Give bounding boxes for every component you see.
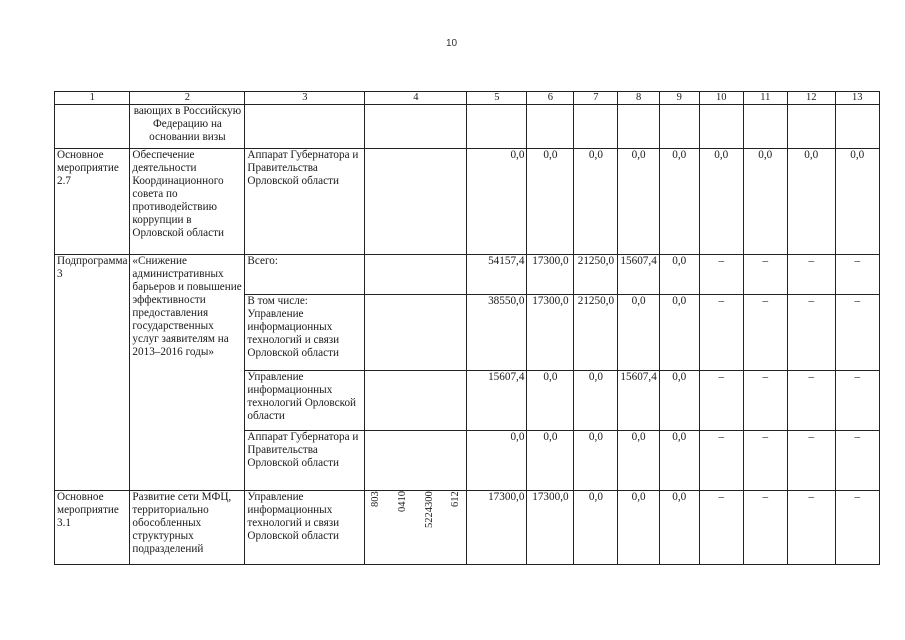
value-cell: – [699,295,743,371]
value-cell: – [835,491,879,565]
value-cell: – [787,491,835,565]
value-cell: – [787,255,835,295]
header-cell: 1 [55,92,130,105]
value-cell: – [835,255,879,295]
header-cell: 9 [659,92,699,105]
value-cell: 0,0 [659,149,699,255]
value-cell: 0,0 [659,371,699,431]
value-cell: 0,0 [787,149,835,255]
value-cell: – [699,371,743,431]
value-cell: 0,0 [618,295,659,371]
value-cell: 0,0 [527,371,574,431]
header-cell: 4 [365,92,467,105]
value-cell: 0,0 [659,255,699,295]
value-cell: 0,0 [527,431,574,491]
value-cell: – [743,371,787,431]
value-cell: 17300,0 [527,255,574,295]
budget-code: 612 [450,491,462,507]
row3-executor: В том числе: Управление информационных технологий и связи Орловской области [245,295,365,371]
budget-code: 0410 [397,491,409,512]
value-cell: 0,0 [618,491,659,565]
budget-table [54,91,880,565]
value-cell: 0,0 [574,491,618,565]
row1-activity: Обеспечение деятельности Координационного совета по противодействию коррупции в Орловской области [130,149,245,255]
row2-code: Подпрограмма 3 [55,255,130,491]
value-cell: – [787,431,835,491]
value-cell: 17300,0 [527,491,574,565]
value-cell: 15607,4 [618,255,659,295]
value-cell: – [743,431,787,491]
header-cell: 3 [245,92,365,105]
row6-budget-codes [365,491,467,565]
row2-activity: «Снижение административных барьеров и повышение эффективности предоставления государственных услуг заявителям на 2013–2016 годы» [130,255,245,491]
value-cell: – [699,431,743,491]
value-cell: 0,0 [467,431,527,491]
value-cell: 0,0 [659,295,699,371]
table-row [55,491,880,565]
value-cell: 21250,0 [574,255,618,295]
value-cell: 0,0 [618,431,659,491]
value-cell: – [835,431,879,491]
row6-activity: Развитие сети МФЦ, территориально обособленных структурных подразделений [130,491,245,565]
value-cell: – [743,491,787,565]
value-cell: 0,0 [574,149,618,255]
header-row [55,92,880,105]
header-cell: 13 [835,92,879,105]
value-cell: 0,0 [743,149,787,255]
value-cell: 0,0 [467,149,527,255]
table-row [55,149,880,255]
row6-executor: Управление информационных технологий и связи Орловской области [245,491,365,565]
value-cell: 17300,0 [527,295,574,371]
table-row [55,255,880,295]
row5-executor: Аппарат Губернатора и Правительства Орловской области [245,431,365,491]
value-cell: 15607,4 [467,371,527,431]
header-cell: 7 [574,92,618,105]
value-cell: 38550,0 [467,295,527,371]
value-cell: – [743,295,787,371]
value-cell: 0,0 [659,491,699,565]
value-cell: 0,0 [699,149,743,255]
page-number: 10 [446,38,458,49]
value-cell: – [787,371,835,431]
row1-executor: Аппарат Губернатора и Правительства Орловской области [245,149,365,255]
header-cell: 5 [467,92,527,105]
header-cell: 11 [743,92,787,105]
value-cell: 15607,4 [618,371,659,431]
table-row [55,105,880,149]
value-cell: 0,0 [659,431,699,491]
value-cell: 17300,0 [467,491,527,565]
value-cell: – [787,295,835,371]
budget-code: 803 [370,491,382,507]
value-cell: 0,0 [574,371,618,431]
row1-code: Основное мероприятие 2.7 [55,149,130,255]
value-cell: – [699,255,743,295]
header-cell: 2 [130,92,245,105]
header-cell: 12 [787,92,835,105]
header-cell: 10 [699,92,743,105]
budget-code: 5224300 [423,491,435,528]
row2-executor: Всего: [245,255,365,295]
value-cell: 0,0 [527,149,574,255]
value-cell: 54157,4 [467,255,527,295]
value-cell: 0,0 [835,149,879,255]
value-cell: 0,0 [618,149,659,255]
value-cell: – [835,295,879,371]
value-cell: 21250,0 [574,295,618,371]
row6-code: Основное мероприятие 3.1 [55,491,130,565]
value-cell: – [835,371,879,431]
header-cell: 6 [527,92,574,105]
row4-executor: Управление информационных технологий Орловской области [245,371,365,431]
value-cell: 0,0 [574,431,618,491]
header-cell: 8 [618,92,659,105]
value-cell: – [743,255,787,295]
row0-activity: вающих в Российскую Федерацию на основании визы [130,105,245,149]
value-cell: – [699,491,743,565]
